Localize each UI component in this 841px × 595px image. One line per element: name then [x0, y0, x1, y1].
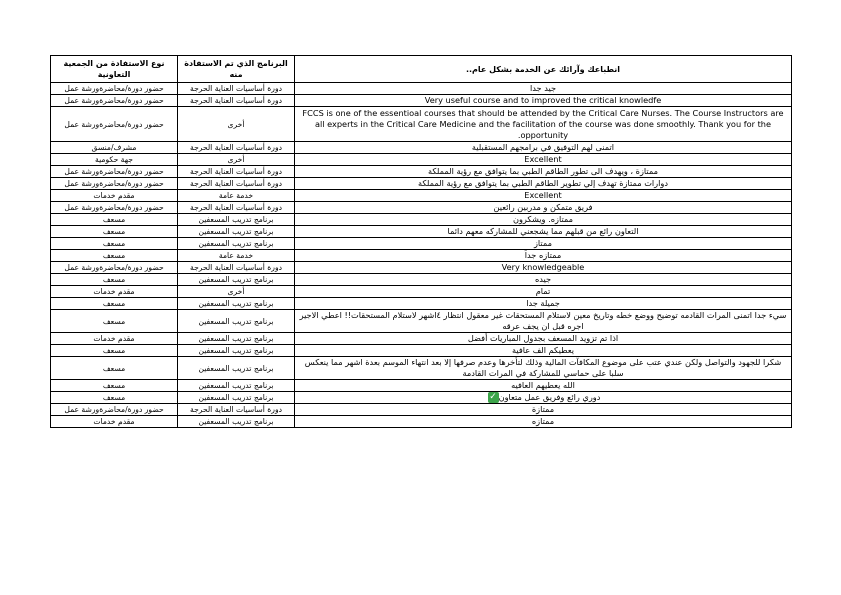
opinion-cell — [295, 107, 792, 142]
benefit-type-cell — [51, 226, 178, 238]
benefit-type-cell — [51, 202, 178, 214]
opinion-cell-text: Very knowledgeable — [501, 262, 585, 272]
table-row — [51, 345, 792, 357]
program-cell-text: دورة أساسيات العناية الحرجة — [190, 96, 282, 105]
benefit-type-cell-text: حضور دورة/محاضرةورشة عمل — [64, 84, 164, 93]
opinion-cell-text: ممتازه — [531, 416, 555, 426]
opinion-cell — [295, 392, 792, 404]
program-cell-text: دورة أساسيات العناية الحرجة — [190, 167, 282, 176]
opinion-cell-text: اتمنى لهم التوفيق في برامجهم المستقبلية — [471, 142, 615, 152]
opinion-cell — [295, 238, 792, 250]
opinion-cell — [295, 202, 792, 214]
table-row — [51, 95, 792, 107]
opinion-cell — [295, 404, 792, 416]
program-cell — [178, 357, 295, 380]
opinion-cell-text: دوارات ممتازة تهدف إلي تطوير الطاقم الطبي بما يتوافق مع رؤية المملكة — [417, 178, 669, 188]
opinion-cell-text: جيده — [534, 274, 552, 284]
benefit-type-cell-text: مقدم خدمات — [93, 191, 135, 200]
benefit-type-cell — [51, 416, 178, 428]
benefit-type-cell-text: مسعف — [102, 275, 126, 284]
opinion-cell-text: دوري رائع وفريق عمل متعاون — [498, 392, 601, 402]
opinion-cell — [295, 250, 792, 262]
benefit-type-cell — [51, 107, 178, 142]
program-cell-text: برنامج تدريب المسعفين — [198, 363, 274, 373]
opinion-cell — [295, 345, 792, 357]
benefit-type-cell — [51, 333, 178, 345]
program-cell-text: برنامج تدريب المسعفين — [198, 393, 274, 402]
table-row — [51, 83, 792, 95]
program-cell-text: برنامج تدريب المسعفين — [198, 316, 274, 326]
table-row — [51, 392, 792, 404]
benefit-type-cell-text: مسعف — [102, 363, 126, 373]
program-cell — [178, 226, 295, 238]
feedback-table — [50, 55, 792, 428]
opinion-cell — [295, 298, 792, 310]
benefit-type-cell-text: مقدم خدمات — [93, 287, 135, 296]
header-row — [51, 56, 792, 83]
program-cell-text: دورة أساسيات العناية الحرجة — [190, 203, 282, 212]
program-cell-text: أخرى — [227, 119, 245, 129]
program-cell-text: دورة أساسيات العناية الحرجة — [190, 263, 282, 272]
opinion-cell — [295, 416, 792, 428]
table-row — [51, 274, 792, 286]
benefit-type-cell — [51, 262, 178, 274]
program-cell-text: برنامج تدريب المسعفين — [198, 227, 274, 236]
opinion-cell-text: ممتاز — [533, 238, 553, 248]
program-cell — [178, 83, 295, 95]
opinion-cell — [295, 166, 792, 178]
benefit-type-cell-text: مسعف — [102, 346, 126, 355]
program-cell — [178, 95, 295, 107]
program-cell — [178, 178, 295, 190]
benefit-type-cell — [51, 345, 178, 357]
program-cell — [178, 202, 295, 214]
program-cell — [178, 298, 295, 310]
opinion-cell — [295, 333, 792, 345]
program-cell — [178, 262, 295, 274]
program-cell-text: برنامج تدريب المسعفين — [198, 275, 274, 284]
program-cell-text: برنامج تدريب المسعفين — [198, 239, 274, 248]
benefit-type-cell — [51, 214, 178, 226]
benefit-type-cell-text: مسعف — [102, 299, 126, 308]
program-cell-text: برنامج تدريب المسعفين — [198, 215, 274, 224]
program-cell — [178, 392, 295, 404]
benefit-type-cell — [51, 392, 178, 404]
table-row — [51, 380, 792, 392]
opinion-cell-text: يعطيكم الف عافية — [512, 345, 574, 355]
program-cell-text: خدمة عامة — [218, 251, 254, 260]
program-cell-text: خدمة عامة — [218, 191, 254, 200]
program-cell-text: برنامج تدريب المسعفين — [198, 381, 274, 390]
table-row — [51, 190, 792, 202]
table-row — [51, 166, 792, 178]
opinion-cell-text: FCCS is one of the essentioal courses that should be attended by the Critical Care Nurses. The Course Instructors are all experts in the Critical Care Medicine and the facilitation of the course was done smoothly. Thank you for the opportunity. — [302, 107, 784, 140]
table-row — [51, 262, 792, 274]
opinion-cell-text: ممتازه جداً — [524, 250, 562, 260]
opinion-cell — [295, 95, 792, 107]
benefit-type-cell — [51, 380, 178, 392]
opinion-cell — [295, 190, 792, 202]
benefit-type-cell — [51, 404, 178, 416]
opinion-cell — [295, 214, 792, 226]
table-row — [51, 202, 792, 214]
table-row — [51, 250, 792, 262]
opinion-cell-text: Excellent — [524, 190, 562, 200]
benefit-type-cell-text: مقدم خدمات — [93, 417, 135, 426]
survey-sheet — [50, 55, 791, 428]
opinion-cell-text: ممتازة ، ويهدف الى تطور الطاقم الطبي بما يتوافق مع رؤية المملكة — [428, 166, 658, 176]
table-row — [51, 154, 792, 166]
program-cell — [178, 310, 295, 333]
program-cell — [178, 154, 295, 166]
program-cell-text: أخرى — [227, 155, 245, 164]
program-cell — [178, 142, 295, 154]
table-row — [51, 310, 792, 333]
program-cell-text: أخرى — [227, 287, 245, 296]
program-cell — [178, 404, 295, 416]
benefit-type-cell-text: حضور دورة/محاضرةورشة عمل — [64, 405, 164, 414]
opinion-cell — [295, 274, 792, 286]
program-cell-text: دورة أساسيات العناية الحرجة — [190, 405, 282, 414]
check-mark-icon: ✓ — [489, 392, 497, 402]
table-row — [51, 333, 792, 345]
benefit-type-cell-text: مقدم خدمات — [93, 334, 135, 343]
opinion-cell-text: شكرا للجهود والتواصل ولكن عندي عتب على موضوع المكافآت المالية وذلك لتأخرها وعدم صرفها إلا بعد انتهاء الموسم بعدة اشهر مما ينعكس سلبا على حماسي للمشاركة في المرات القادمة — [304, 357, 782, 378]
opinion-cell-text: اذا تم تزويد المسعف بجدول المباريات أفضل — [467, 333, 619, 343]
program-cell — [178, 274, 295, 286]
opinion-cell — [295, 286, 792, 298]
benefit-type-cell-text: مسعف — [102, 316, 126, 326]
program-cell — [178, 380, 295, 392]
table-row — [51, 404, 792, 416]
benefit-type-cell-text: مشرف/منسق — [91, 143, 137, 152]
opinion-cell-text: ممتازه. ويشكرون — [512, 214, 574, 224]
benefit-type-cell-text: مسعف — [102, 251, 126, 260]
opinion-cell-text: Very useful course and to improved the critical knowledfe — [424, 95, 662, 105]
table-row — [51, 298, 792, 310]
benefit-type-cell-text: حضور دورة/محاضرةورشة عمل — [64, 179, 164, 188]
benefit-type-cell-text: مسعف — [102, 381, 126, 390]
opinion-cell — [295, 142, 792, 154]
header-opinion: انطباعك وآرائك عن الخدمة بشكل عام.. — [295, 56, 792, 83]
opinion-cell — [295, 262, 792, 274]
table-row — [51, 357, 792, 380]
opinion-cell — [295, 380, 792, 392]
program-cell — [178, 107, 295, 142]
program-cell-text: برنامج تدريب المسعفين — [198, 334, 274, 343]
program-cell — [178, 286, 295, 298]
opinion-cell — [295, 178, 792, 190]
benefit-type-cell — [51, 178, 178, 190]
table-row — [51, 416, 792, 428]
opinion-cell — [295, 154, 792, 166]
benefit-type-cell-text: حضور دورة/محاضرةورشة عمل — [64, 203, 164, 212]
benefit-type-cell — [51, 286, 178, 298]
table-row — [51, 238, 792, 250]
program-cell — [178, 166, 295, 178]
benefit-type-cell — [51, 274, 178, 286]
program-cell — [178, 238, 295, 250]
program-cell-text: برنامج تدريب المسعفين — [198, 346, 274, 355]
benefit-type-cell-text: مسعف — [102, 215, 126, 224]
benefit-type-cell — [51, 310, 178, 333]
benefit-type-cell — [51, 298, 178, 310]
opinion-cell-text: سيء جدا اتمنى المرات القادمه توضيح ووضع خطه وتاريخ معين لاستلام المستحقات غير معقول انتظار ٤اشهر لاستلام المستحقات!! اعطي الاجير اجره قبل ان يجف عرقه — [299, 310, 787, 331]
opinion-cell-text: الله يعطيهم العافيه — [511, 380, 575, 390]
benefit-type-cell — [51, 154, 178, 166]
opinion-cell — [295, 357, 792, 380]
benefit-type-cell — [51, 250, 178, 262]
benefit-type-cell — [51, 190, 178, 202]
program-cell-text: دورة أساسيات العناية الحرجة — [190, 84, 282, 93]
opinion-cell — [295, 83, 792, 95]
program-cell-text: دورة أساسيات العناية الحرجة — [190, 143, 282, 152]
benefit-type-cell-text: حضور دورة/محاضرةورشة عمل — [64, 96, 164, 105]
opinion-cell-text: التعاون رائع من قبلهم مما يشجعني للمشاركه معهم دائما — [447, 226, 639, 236]
program-cell — [178, 250, 295, 262]
table-row — [51, 286, 792, 298]
opinion-cell-text: فريق متمكن و مدربين رائعين — [493, 202, 593, 212]
opinion-cell-text: Excellent — [524, 154, 562, 164]
table-row — [51, 214, 792, 226]
benefit-type-cell-text: حضور دورة/محاضرةورشة عمل — [64, 119, 164, 129]
benefit-type-cell-text: حضور دورة/محاضرةورشة عمل — [64, 263, 164, 272]
header-benefit-type: نوع الاستفادة من الجمعية التعاونية — [51, 56, 178, 83]
benefit-type-cell-text: مسعف — [102, 239, 126, 248]
opinion-cell — [295, 226, 792, 238]
benefit-type-cell — [51, 142, 178, 154]
table-row — [51, 142, 792, 154]
opinion-cell-text: ممتازة — [531, 404, 555, 414]
program-cell-text: برنامج تدريب المسعفين — [198, 299, 274, 308]
program-cell — [178, 416, 295, 428]
benefit-type-cell — [51, 238, 178, 250]
benefit-type-cell-text: مسعف — [102, 227, 126, 236]
benefit-type-cell-text: جهة حكومية — [95, 155, 133, 164]
table-row — [51, 107, 792, 142]
program-cell — [178, 214, 295, 226]
benefit-type-cell-text: حضور دورة/محاضرةورشة عمل — [64, 167, 164, 176]
opinion-cell — [295, 310, 792, 333]
table-row — [51, 178, 792, 190]
opinion-cell-text: جيد جدا — [529, 83, 557, 93]
benefit-type-cell-text: مسعف — [102, 393, 126, 402]
program-cell — [178, 333, 295, 345]
program-cell-text: برنامج تدريب المسعفين — [198, 417, 274, 426]
program-cell — [178, 190, 295, 202]
benefit-type-cell — [51, 166, 178, 178]
program-cell — [178, 345, 295, 357]
table-row — [51, 226, 792, 238]
benefit-type-cell — [51, 357, 178, 380]
opinion-cell-text: جميلة جدا — [526, 298, 560, 308]
header-program: البرنامج الذي تم الاستفادة منه — [178, 56, 295, 83]
benefit-type-cell — [51, 83, 178, 95]
benefit-type-cell — [51, 95, 178, 107]
opinion-cell-text: تمام — [535, 286, 551, 296]
program-cell-text: دورة أساسيات العناية الحرجة — [190, 179, 282, 188]
